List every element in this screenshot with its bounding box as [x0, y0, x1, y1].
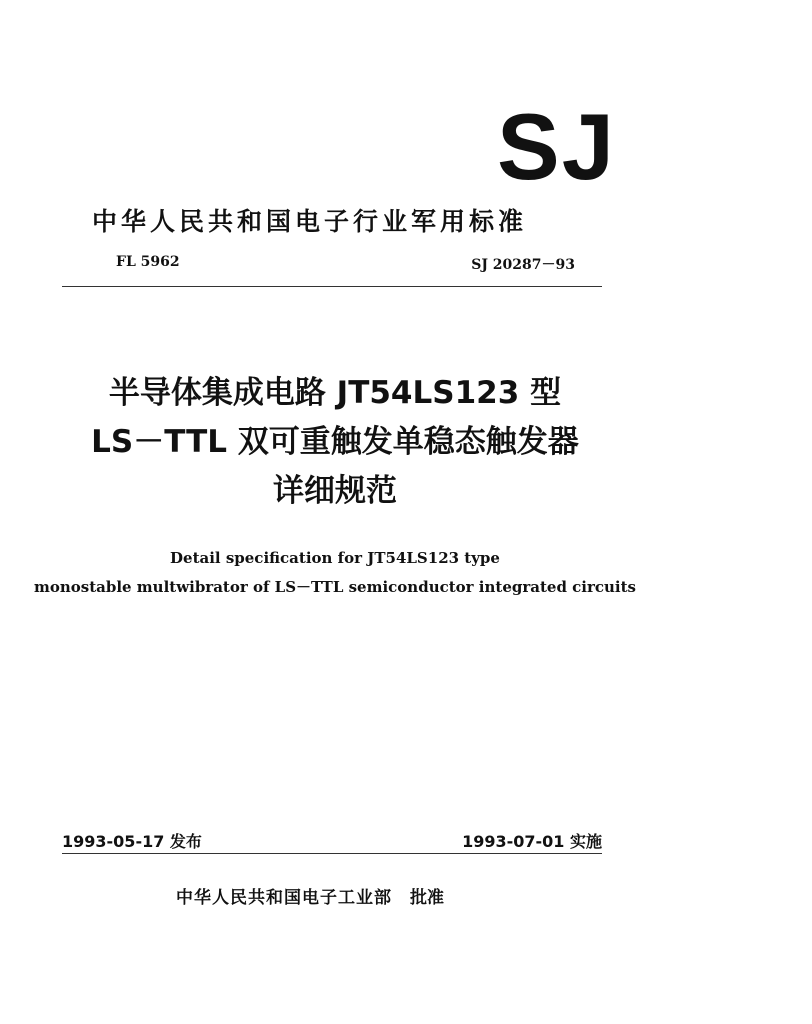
standard-number: SJ 20287－93 — [471, 257, 575, 273]
effective-date: 1993-07-01 实施 — [462, 832, 602, 851]
standard-logo: SJ — [497, 94, 616, 199]
classification-code: FL 5962 — [116, 254, 180, 270]
issuing-authority: 中华人民共和国电子工业部 — [176, 888, 392, 908]
title-zh-line2: LS－TTL 双可重触发单稳态触发器 — [91, 424, 579, 460]
approval-label: 批准 — [410, 888, 444, 908]
approval-line — [176, 883, 444, 908]
title-en-line2: monostable multwibrator of LS－TTL semiconductor integrated circuits — [33, 578, 637, 596]
title-zh-line3: 详细规范 — [273, 473, 397, 509]
title-en-line1: Detail specification for JT54LS123 type — [170, 549, 500, 567]
issue-date: 1993-05-17 发布 — [62, 832, 202, 851]
title-zh-line1: 半导体集成电路 JT54LS123 型 — [108, 375, 562, 411]
header-rule — [62, 286, 602, 287]
footer-rule — [62, 853, 602, 854]
org-header: 中华人民共和国电子行业军用标准 — [92, 207, 528, 236]
